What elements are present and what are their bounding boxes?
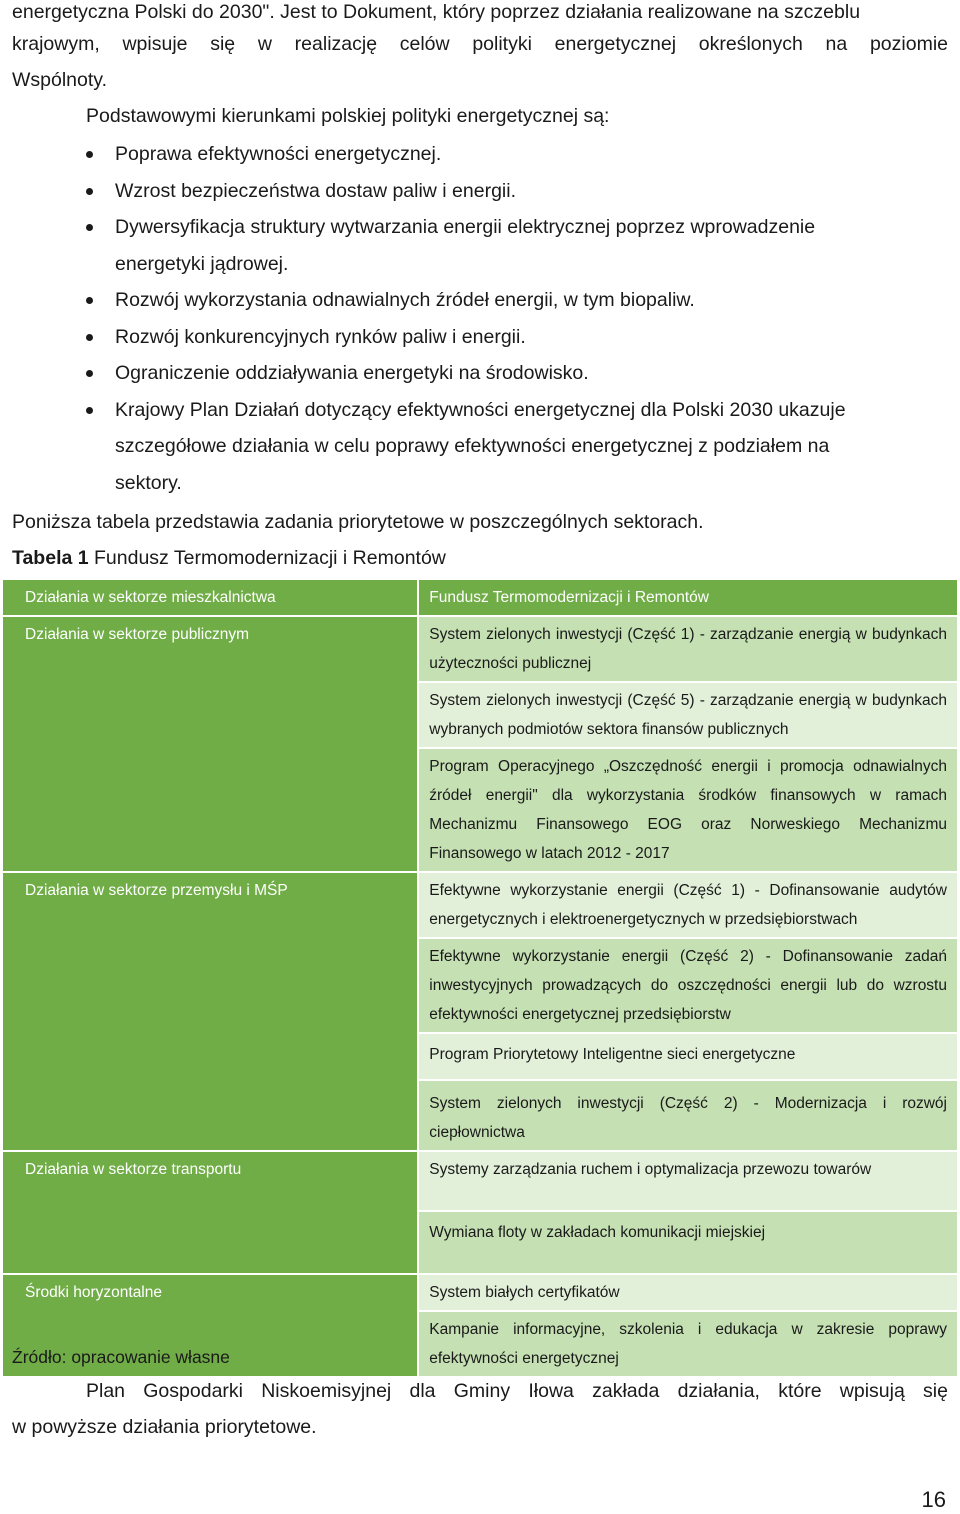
bullet-icon	[86, 151, 93, 158]
closing-line-2: w powyższe działania priorytetowe.	[12, 1416, 317, 1438]
list-item: Dywersyfikacja struktury wytwarzania energii elektrycznej poprzez wprowadzenie energetyki jądrowej.	[86, 209, 876, 282]
table-row	[3, 1152, 957, 1210]
table-cell: Efektywne wykorzystanie energii (Część 2) - Dofinansowanie zadań inwestycyjnych prowadzących do oszczędności energii lub do wzrostu efektywności energetycznej przedsiębiorstw	[419, 939, 957, 1032]
list-item: Poprawa efektywności energetycznej.	[86, 136, 876, 173]
table-cell: Efektywne wykorzystanie energii (Część 1) - Dofinansowanie audytów energetycznych i elektroenergetycznych w przedsiębiorstwach	[419, 873, 957, 937]
bullet-icon	[86, 188, 93, 195]
table-caption-label: Tabela 1	[12, 547, 89, 569]
table-row	[3, 1275, 957, 1310]
table-cell: Kampanie informacyjne, szkolenia i edukacja w zakresie poprawy efektywności energetycznej	[419, 1312, 957, 1376]
table-header-right: Fundusz Termomodernizacji i Remontów	[419, 580, 957, 615]
sector-industry-cell: Działania w sektorze przemysłu i MŚP	[3, 873, 417, 1150]
table-cell: Wymiana floty w zakładach komunikacji miejskiej	[419, 1212, 957, 1273]
closing-paragraph	[12, 1373, 948, 1445]
intro-line-3: Wspólnoty.	[12, 69, 108, 91]
table-cell: Systemy zarządzania ruchem i optymalizacja przewozu towarów	[419, 1152, 957, 1210]
table-source-note: Źródło: opracowanie własne	[12, 1347, 230, 1367]
bullet-icon	[86, 407, 93, 414]
sector-horizontal-cell: Środki horyzontalne	[3, 1275, 417, 1376]
table-cell: System zielonych inwestycji (Część 5) - zarządzanie energią w budynkach wybranych podmiotów sektora finansów publicznych	[419, 683, 957, 747]
sector-transport-cell: Działania w sektorze transportu	[3, 1152, 417, 1273]
table-cell: Program Operacyjnego „Oszczędność energii i promocja odnawialnych źródeł energii" dla wykorzystania środków finansowych w ramach Mechanizmu Finansowego EOG oraz Norweskiego Mechanizmu Finansowego w latach 2012 - 2017	[419, 749, 957, 871]
page-number: 16	[921, 1487, 946, 1512]
table-row	[3, 580, 957, 615]
list-item: Rozwój konkurencyjnych rynków paliw i energii.	[86, 319, 876, 356]
table-caption	[12, 540, 446, 576]
policy-lead-sentence: Podstawowymi kierunkami polskiej polityki energetycznej są:	[86, 105, 610, 127]
bullet-icon	[86, 334, 93, 341]
table-cell: System zielonych inwestycji (Część 2) - Modernizacja i rozwój ciepłownictwa	[419, 1081, 957, 1150]
table-row	[3, 617, 957, 681]
table-row	[3, 873, 957, 937]
list-item: Rozwój wykorzystania odnawialnych źródeł energii, w tym biopaliw.	[86, 282, 876, 319]
bullet-icon	[86, 224, 93, 231]
bullet-icon	[86, 370, 93, 377]
priority-tasks-table	[1, 578, 959, 1378]
table-caption-text: Fundusz Termomodernizacji i Remontów	[94, 547, 446, 569]
sector-housing-cell: Działania w sektorze mieszkalnictwa	[3, 580, 417, 615]
list-item: Ograniczenie oddziaływania energetyki na środowisko.	[86, 355, 876, 392]
table-cell: Program Priorytetowy Inteligentne sieci energetyczne	[419, 1034, 957, 1079]
intro-line-1: energetyczna Polski do 2030". Jest to Dokument, który poprzez działania realizowane na szczeblu	[12, 1, 861, 23]
bullet-icon	[86, 297, 93, 304]
list-item: Wzrost bezpieczeństwa dostaw paliw i energii.	[86, 173, 876, 210]
closing-line-1: Plan Gospodarki Niskoemisyjnej dla Gminy Iłowa zakłada działania, które wpisują się	[86, 1380, 948, 1402]
table-cell: System białych certyfikatów	[419, 1275, 957, 1310]
list-item: Krajowy Plan Działań dotyczący efektywności energetycznej dla Polski 2030 ukazuje szczegółowe działania w celu poprawy efektywności energetycznej z podziałem na sektory.	[86, 392, 876, 502]
policy-directions-list	[86, 136, 876, 501]
sector-public-cell: Działania w sektorze publicznym	[3, 617, 417, 871]
table-cell: System zielonych inwestycji (Część 1) - zarządzanie energią w budynkach użyteczności publicznej	[419, 617, 957, 681]
table-intro-sentence: Poniższa tabela przedstawia zadania priorytetowe w poszczególnych sektorach.	[12, 511, 704, 533]
intro-line-2: krajowym, wpisuje się w realizację celów polityki energetycznej określonych na poziomie	[12, 33, 948, 55]
